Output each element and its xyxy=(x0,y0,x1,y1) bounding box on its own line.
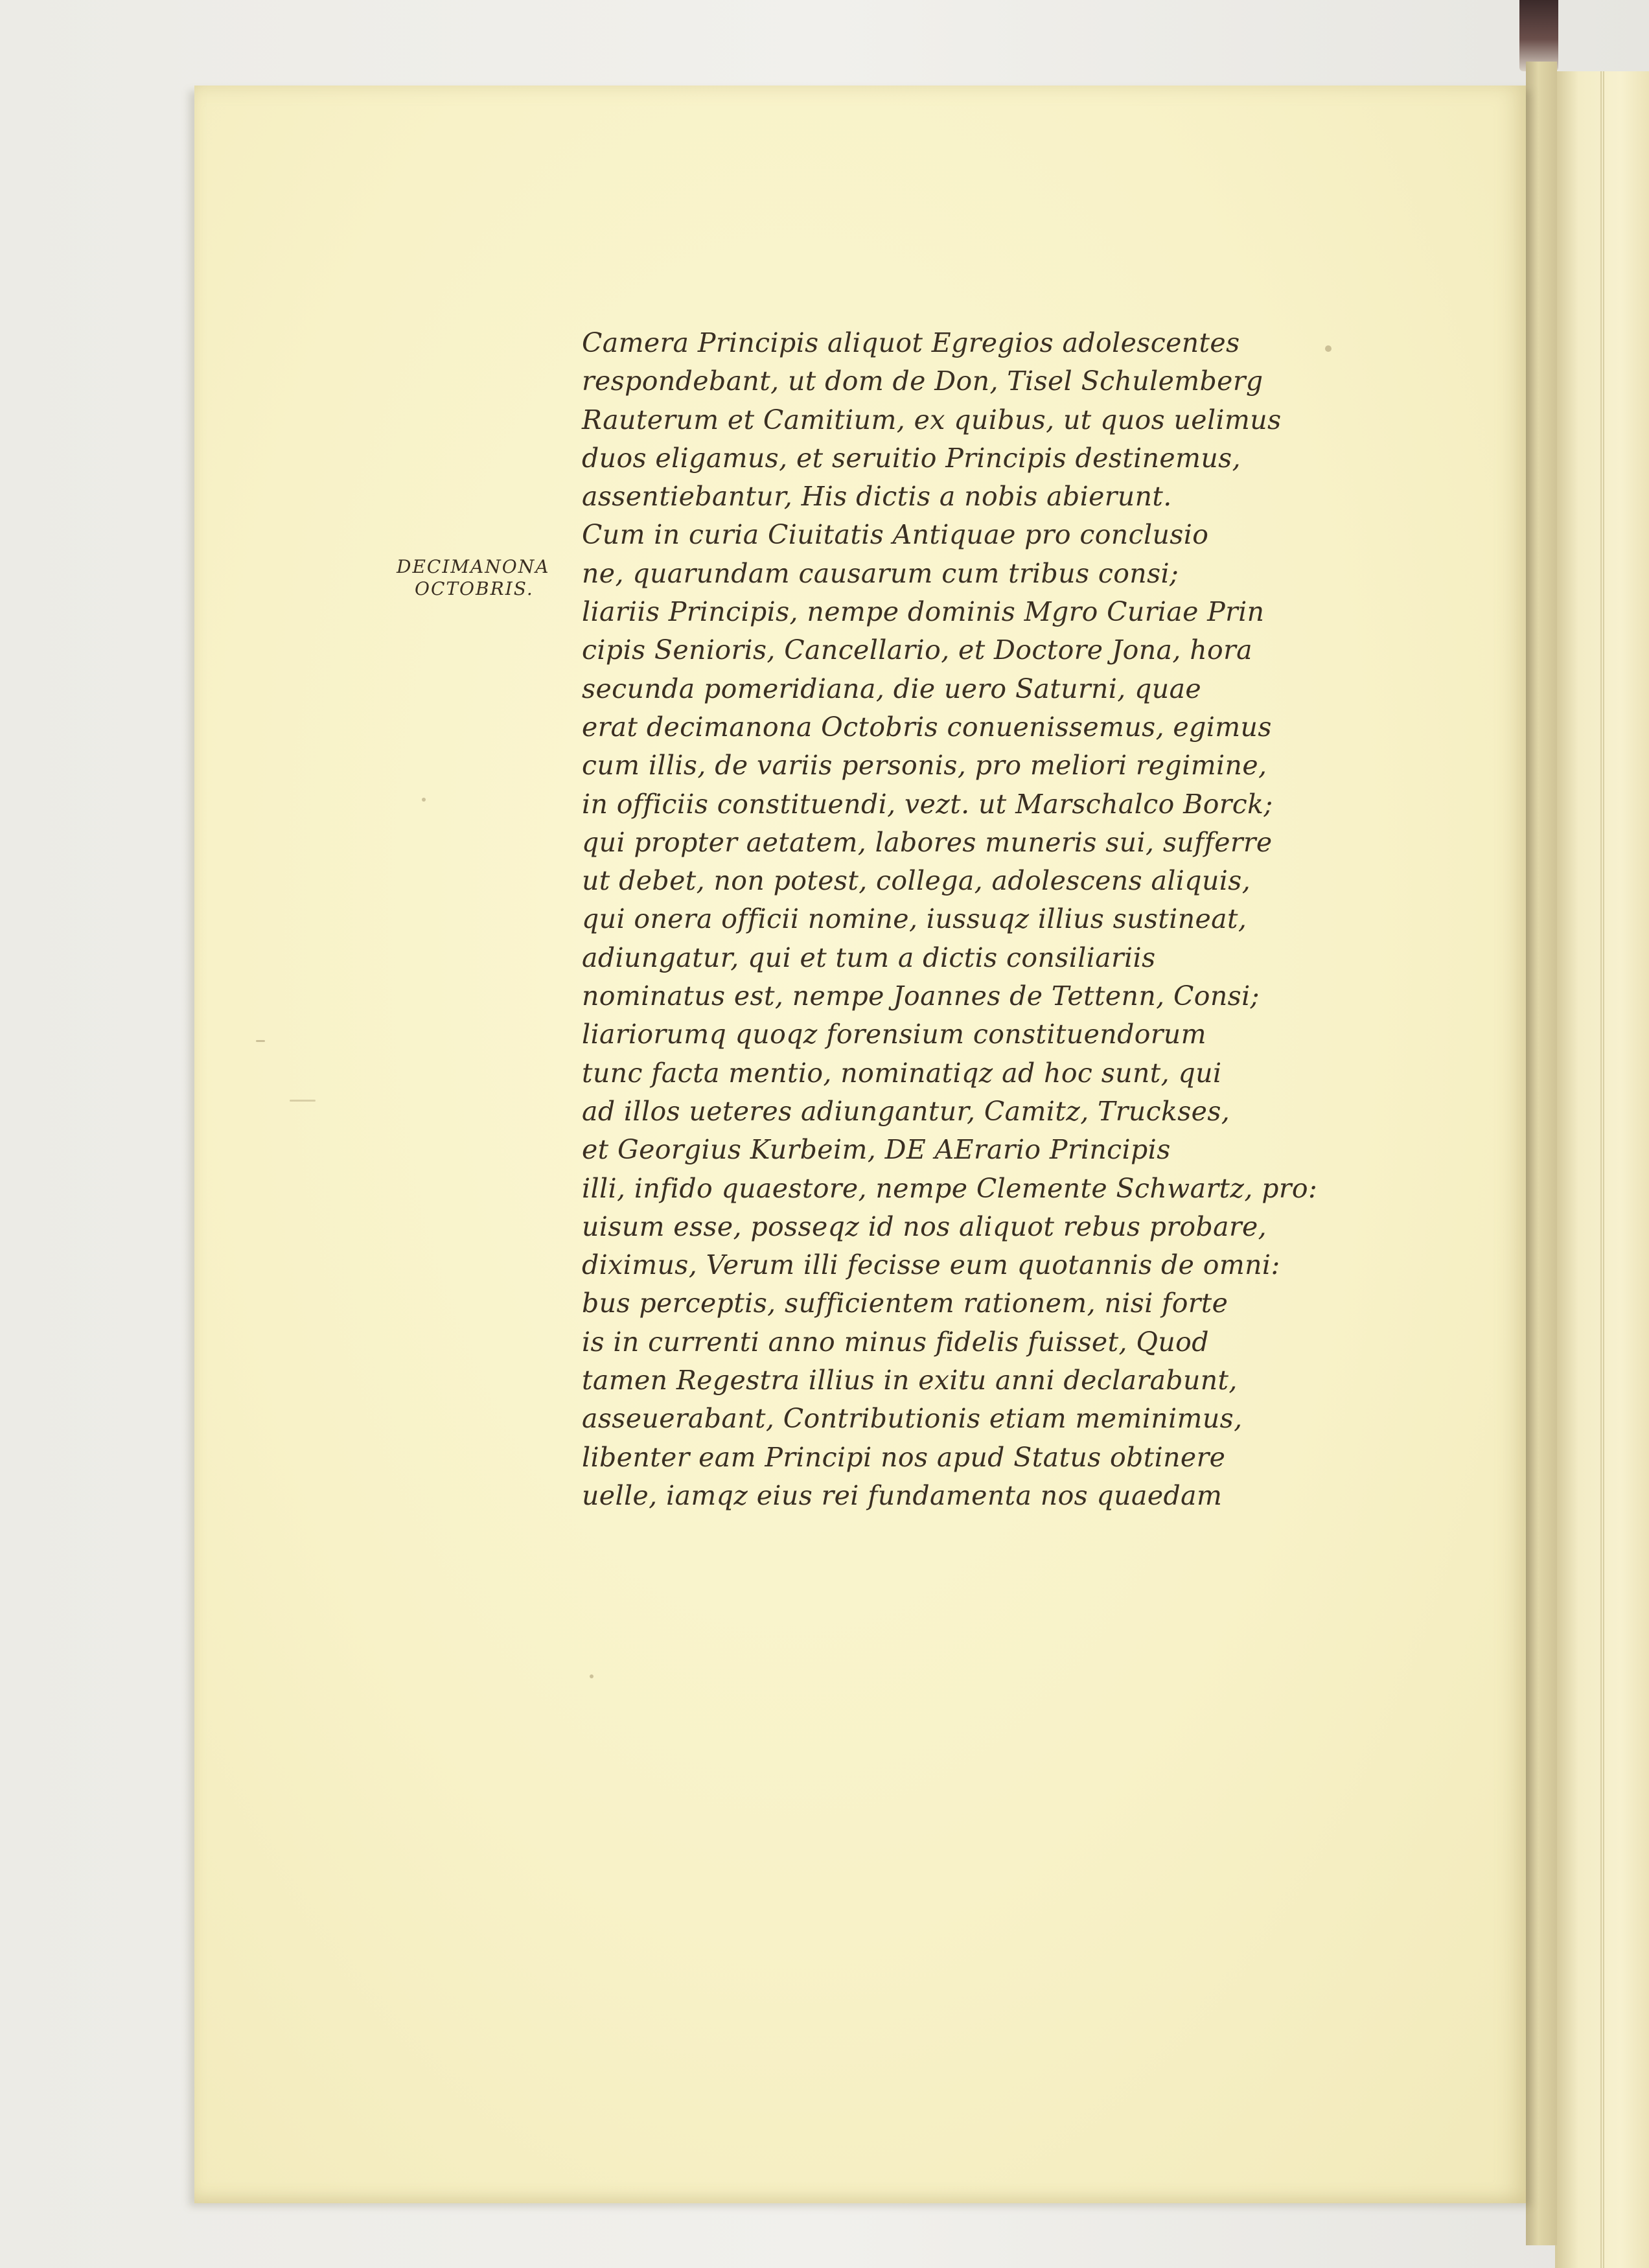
text-line: liariis Principis, nempe dominis Mgro Curiae Prin xyxy=(582,596,1265,628)
text-line: assentiebantur, His dictis a nobis abierunt. xyxy=(582,481,1172,513)
text-line: asseuerabant, Contributionis etiam meminimus, xyxy=(582,1403,1243,1435)
text-line: cipis Senioris, Cancellario, et Doctore Jona, hora xyxy=(582,634,1252,666)
text-line: qui propter aetatem, labores muneris sui, sufferre xyxy=(582,826,1273,858)
text-line: in officiis constituendi, vezt. ut Marschalco Borck; xyxy=(582,788,1273,820)
text-line: erat decimanona Octobris conuenissemus, egimus xyxy=(582,711,1272,743)
text-line: nominatus est, nempe Joannes de Tettenn, Consi; xyxy=(582,980,1260,1012)
margin-date-note xyxy=(397,556,584,600)
text-line: Rauterum et Camitium, ex quibus, ut quos uelimus xyxy=(582,404,1282,435)
text-line: secunda pomeridiana, die uero Saturni, quae xyxy=(582,673,1202,704)
margin-note-line-1: DECIMANONA xyxy=(397,556,550,577)
text-line: qui onera officii nomine, iussuqz illius sustineat, xyxy=(582,903,1247,935)
text-line: uelle, iamqz eius rei fundamenta nos quaedam xyxy=(582,1479,1223,1511)
text-line: Camera Principis aliquot Egregios adolescentes xyxy=(582,327,1240,358)
text-line: uisum esse, posseqz id nos aliquot rebus probare, xyxy=(582,1210,1267,1242)
text-line: diximus, Verum illi fecisse eum quotannis de omni: xyxy=(582,1249,1280,1281)
text-line: duos eligamus, et seruitio Principis destinemus, xyxy=(582,442,1241,474)
manuscript-text-block xyxy=(582,324,1346,1515)
text-line: et Georgius Kurbeim, DE AErario Principis xyxy=(582,1134,1171,1166)
text-line: bus perceptis, sufficientem rationem, nisi forte xyxy=(582,1288,1228,1319)
text-line: adiungatur, qui et tum a dictis consiliariis xyxy=(582,942,1156,973)
ink-speck xyxy=(422,798,426,802)
text-line: tunc facta mentio, nominatiqz ad hoc sunt, qui xyxy=(582,1057,1222,1089)
text-line: ad illos ueteres adiungantur, Camitz, Truckses, xyxy=(582,1095,1230,1127)
ribbon-tab xyxy=(1519,0,1558,71)
text-line: libenter eam Principi nos apud Status obtinere xyxy=(582,1441,1226,1473)
text-line: respondebant, ut dom de Don, Tisel Schulemberg xyxy=(582,365,1263,397)
text-line: tamen Regestra illius in exitu anni declarabunt, xyxy=(582,1365,1238,1396)
text-line: liariorumq quoqz forensium constituendorum xyxy=(582,1019,1206,1050)
ink-speck xyxy=(290,1100,316,1102)
book-gutter xyxy=(1526,62,1557,2245)
text-line: ne, quarundam causarum cum tribus consi; xyxy=(582,557,1179,589)
margin-note-line-2: OCTOBRIS. xyxy=(415,578,534,599)
text-line: illi, infido quaestore, nempe Clemente Schwartz, pro: xyxy=(582,1172,1318,1204)
text-line: cum illis, de variis personis, pro meliori regimine, xyxy=(582,750,1267,781)
ink-speck xyxy=(256,1040,265,1042)
ink-speck xyxy=(590,1674,594,1678)
page-stack-edges xyxy=(1600,71,1604,2268)
text-line: ut debet, non potest, collega, adolescens aliquis, xyxy=(582,865,1251,897)
text-line: Cum in curia Ciuitatis Antiquae pro conclusio xyxy=(582,519,1209,551)
text-line: is in currenti anno minus fidelis fuisset, Quod xyxy=(582,1326,1209,1358)
